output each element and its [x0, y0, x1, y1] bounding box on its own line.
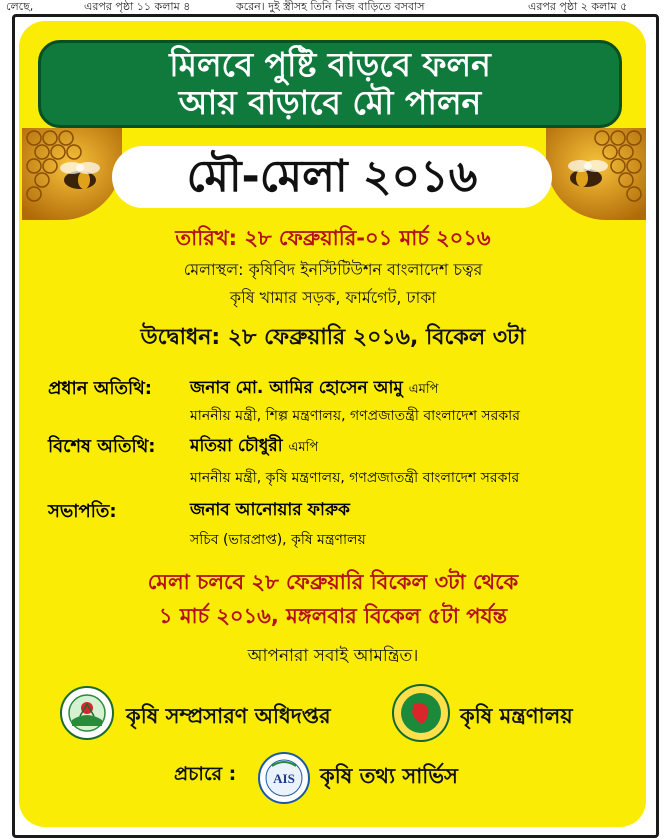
dae-logo	[60, 686, 114, 744]
event-title: মৌ-মেলা ২০১৬	[112, 146, 552, 208]
schedule-line-1: মেলা চলবে ২৮ ফেব্রুয়ারি বিকেল ৩টা থেকে	[147, 570, 519, 594]
promo-org: কৃষি তথ্য সার্ভিস	[320, 764, 458, 788]
org-dae: কৃষি সম্প্রসারণ অধিদপ্তর	[126, 704, 331, 728]
slogan-banner	[38, 40, 622, 128]
strip-left-text: লেছে,	[6, 0, 34, 13]
chairperson-label: সভাপতি:	[48, 501, 117, 522]
special-guest-role: মাননীয় মন্ত্রী, কৃষি মন্ত্রণালয়, গণপ্রজাতন্ত্রী বাংলাদেশ সরকার	[190, 470, 520, 486]
chief-guest-name	[190, 375, 438, 403]
venue-line-2: কৃষি খামার সড়ক, ফার্মগেট, ঢাকা	[229, 288, 437, 307]
special-guest-suffix: এমপি	[288, 440, 319, 455]
invitation-line: আপনারা সবাই আমন্ত্রিত।	[247, 646, 419, 666]
chief-guest-role: মাননীয় মন্ত্রী, শিল্প মন্ত্রণালয়, গণপ্রজাতন্ত্রী বাংলাদেশ সরকার	[190, 408, 520, 424]
ais-logo-text: AIS	[273, 771, 295, 786]
event-date: তারিখ: ২৮ ফেব্রুয়ারি-০১ মার্চ ২০১৬	[175, 226, 491, 250]
special-guest-name-text: মতিয়া চৌধুরী	[190, 436, 283, 456]
newspaper-top-strip	[0, 0, 666, 14]
org-ministry: কৃষি মন্ত্রণালয়	[460, 704, 573, 728]
chief-guest-name-text: জনাব মো. আমির হোসেন আমু	[190, 378, 403, 398]
promo-label: প্রচারে :	[174, 763, 237, 785]
slogan-line-1: মিলবে পুষ্টি বাড়বে ফলন	[169, 45, 491, 84]
ministry-emblem	[392, 684, 450, 746]
strip-continue-text-1: এরপর পৃষ্ঠা ১১ কলাম ৪	[84, 0, 191, 13]
special-guest-label: বিশেষ অতিথি:	[48, 436, 156, 457]
chairperson-role: সচিব (ভারপ্রাপ্ত), কৃষি মন্ত্রণালয়	[190, 532, 366, 548]
chairperson-name	[190, 497, 350, 525]
chief-guest-label: প্রধান অতিথি:	[48, 378, 153, 399]
strip-continue-text-3: এরপর পৃষ্ঠা ২ কলাম ৫	[528, 0, 628, 13]
ais-logo	[258, 752, 310, 808]
inauguration-line: উদ্বোধন: ২৮ ফেব্রুয়ারি ২০১৬, বিকেল ৩টা	[140, 325, 526, 350]
special-guest-name	[190, 433, 318, 461]
venue-line-1: মেলাস্থল: কৃষিবিদ ইনস্টিটিউশন বাংলাদেশ চত্বর	[183, 260, 483, 279]
schedule-line-2: ১ মার্চ ২০১৬, মঙ্গলবার বিকেল ৫টা পর্যন্ত	[158, 604, 508, 628]
slogan-line-2: আয় বাড়াবে মৌ পালন	[178, 83, 482, 122]
strip-continue-text-2: করেন। দুই স্ত্রীসহ তিনি নিজ বাড়িতে বসবাস	[236, 0, 425, 13]
chief-guest-suffix: এমপি	[408, 382, 439, 397]
chairperson-name-text: জনাব আনোয়ার ফারুক	[190, 500, 350, 520]
